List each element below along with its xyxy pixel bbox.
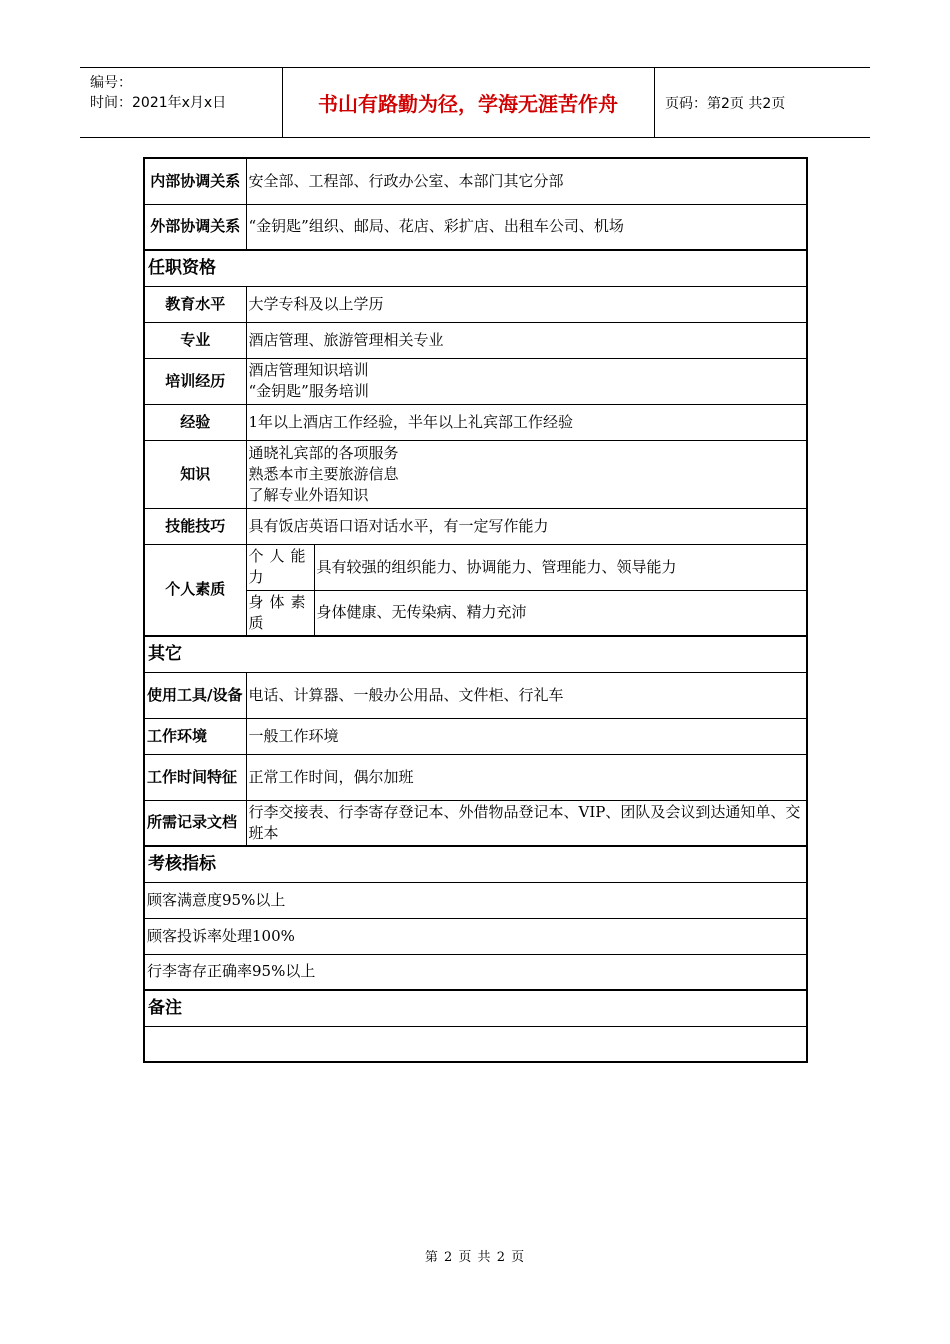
knowledge-line: 通晓礼宾部的各项服务 <box>248 443 399 462</box>
training-label: 培训经历 <box>144 358 246 404</box>
header-motto: 书山有路勤为径，学海无涯苦作舟 <box>318 92 618 116</box>
experience-label: 经验 <box>144 404 246 440</box>
physical-value: 身体健康、无传染病、精力充沛 <box>314 590 807 636</box>
table-row <box>144 1026 807 1062</box>
table-row <box>144 508 807 544</box>
skills-label: 技能技巧 <box>144 508 246 544</box>
section-row <box>144 636 807 672</box>
table-row <box>144 882 807 918</box>
kpi-title: 考核指标 <box>144 846 807 882</box>
table-row <box>144 954 807 990</box>
kpi-item: 行李寄存正确率95%以上 <box>144 954 807 990</box>
number-label: 编号： <box>90 75 132 91</box>
section-row <box>144 846 807 882</box>
section-row <box>144 990 807 1026</box>
qualifications-title: 任职资格 <box>144 250 807 286</box>
section-row <box>144 250 807 286</box>
knowledge-label: 知识 <box>144 440 246 508</box>
table-row <box>144 544 807 590</box>
time-label: 时间：2021年x月x日 <box>90 95 227 111</box>
skills-value: 具有饭店英语口语对话水平，有一定写作能力 <box>246 508 807 544</box>
education-value: 大学专科及以上学历 <box>246 286 807 322</box>
table-row <box>144 918 807 954</box>
environment-label: 工作环境 <box>144 718 246 754</box>
table-row <box>144 322 807 358</box>
table-row <box>144 286 807 322</box>
external-coordination-label: 外部协调关系 <box>144 204 246 250</box>
physical-label: 身体素质 <box>246 590 314 636</box>
other-title: 其它 <box>144 636 807 672</box>
training-value <box>246 358 807 404</box>
ability-label: 个人能力 <box>246 544 314 590</box>
notes-title: 备注 <box>144 990 807 1026</box>
work-time-label: 工作时间特征 <box>144 754 246 800</box>
tools-label: 使用工具/设备 <box>144 672 246 718</box>
table-row <box>144 404 807 440</box>
table-row <box>144 754 807 800</box>
kpi-item: 顾客投诉率处理100% <box>144 918 807 954</box>
internal-coordination-label: 内部协调关系 <box>144 158 246 204</box>
table-row <box>144 800 807 846</box>
header-meta <box>90 73 226 113</box>
kpi-item: 顾客满意度95%以上 <box>144 882 807 918</box>
knowledge-line: 了解专业外语知识 <box>248 485 369 504</box>
table-row <box>144 358 807 404</box>
major-label: 专业 <box>144 322 246 358</box>
table-row <box>144 440 807 508</box>
table-row <box>144 718 807 754</box>
environment-value: 一般工作环境 <box>246 718 807 754</box>
knowledge-line: 熟悉本市主要旅游信息 <box>248 464 399 483</box>
education-label: 教育水平 <box>144 286 246 322</box>
experience-value: 1年以上酒店工作经验，半年以上礼宾部工作经验 <box>246 404 807 440</box>
table-row <box>144 158 807 204</box>
ability-value: 具有较强的组织能力、协调能力、管理能力、领导能力 <box>314 544 807 590</box>
page-footer: 第 2 页 共 2 页 <box>424 1250 526 1265</box>
records-value: 行李交接表、行李寄存登记本、外借物品登记本、VIP、团队及会议到达通知单、交班本 <box>246 800 807 846</box>
knowledge-value <box>246 440 807 508</box>
table-row <box>144 672 807 718</box>
training-line: “金钥匙”服务培训 <box>248 382 369 400</box>
internal-coordination-value: 安全部、工程部、行政办公室、本部门其它分部 <box>246 158 807 204</box>
header-page-info: 页码：第2页 共2页 <box>665 95 786 112</box>
work-time-value: 正常工作时间，偶尔加班 <box>246 754 807 800</box>
page-header <box>80 67 870 138</box>
records-label: 所需记录文档 <box>144 800 246 846</box>
notes-body <box>144 1026 807 1062</box>
training-line: 酒店管理知识培训 <box>248 361 369 379</box>
job-description-table <box>143 157 808 1063</box>
external-coordination-value: “金钥匙”组织、邮局、花店、彩扩店、出租车公司、机场 <box>246 204 807 250</box>
tools-value: 电话、计算器、一般办公用品、文件柜、行礼车 <box>246 672 807 718</box>
header-divider <box>654 68 655 137</box>
table-row <box>144 204 807 250</box>
personal-quality-label: 个人素质 <box>144 544 246 636</box>
major-value: 酒店管理、旅游管理相关专业 <box>246 322 807 358</box>
